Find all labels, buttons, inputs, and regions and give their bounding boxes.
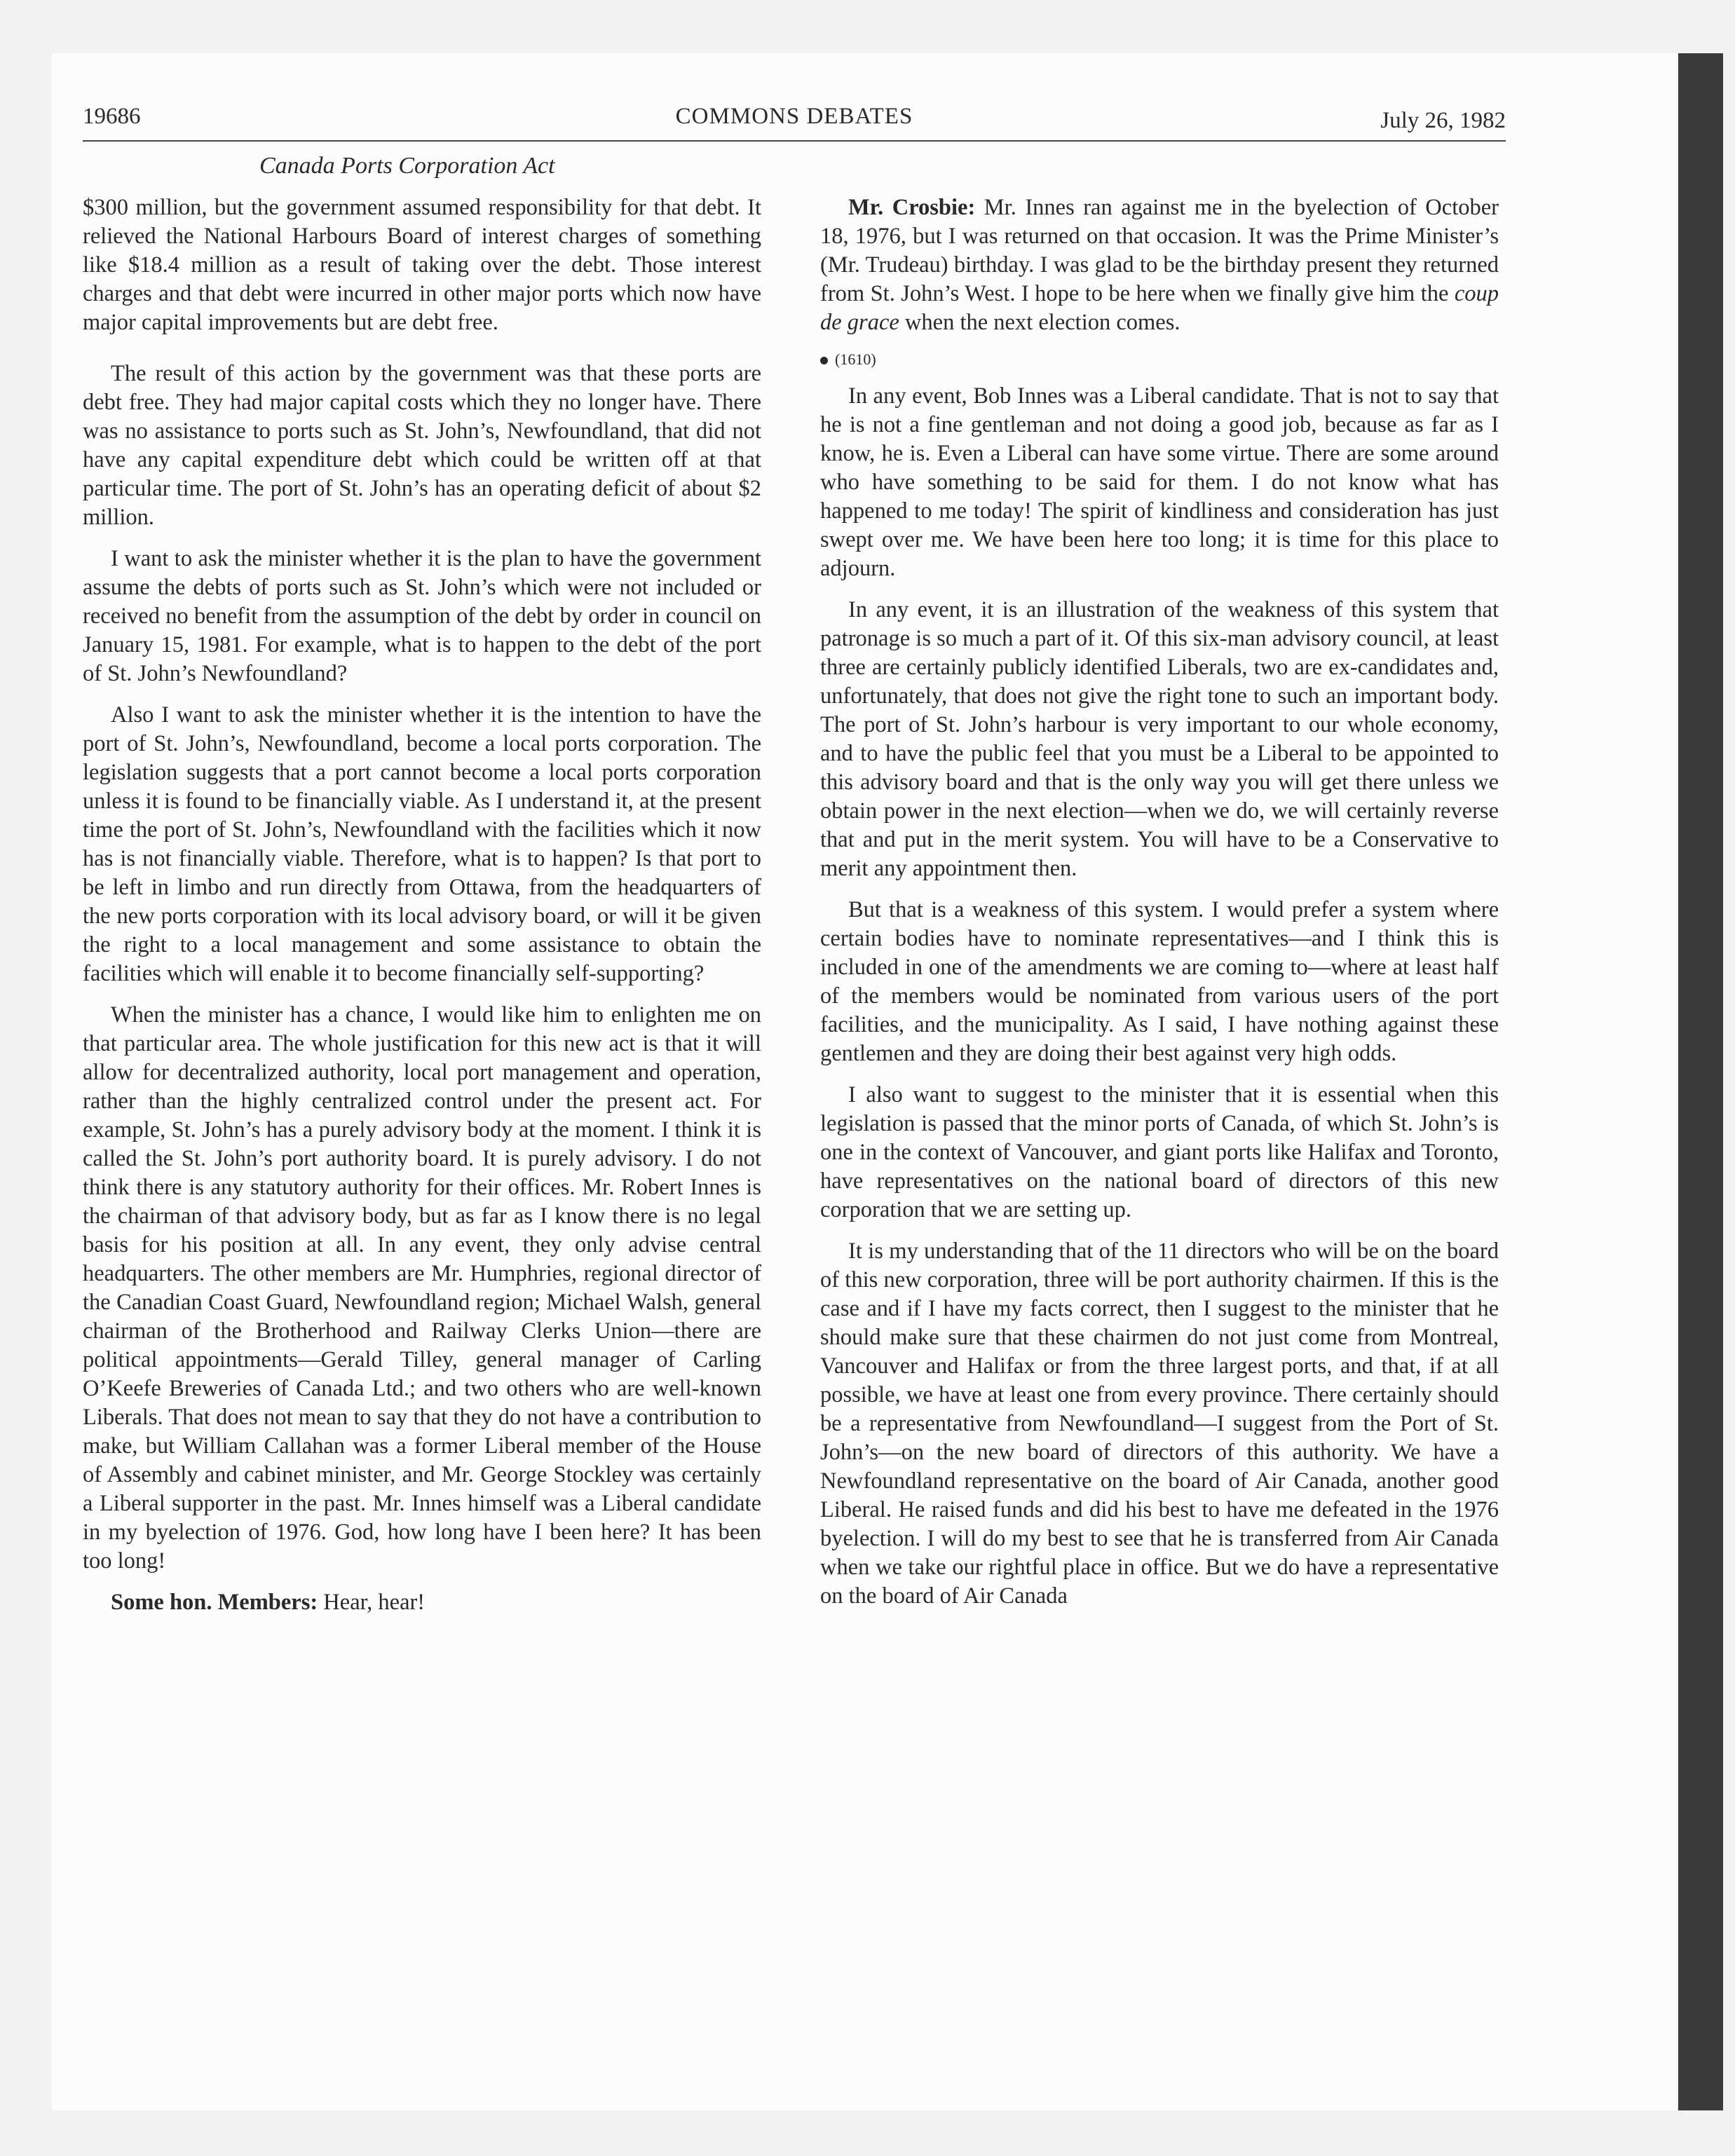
paragraph: $300 million, but the government assumed responsibility for that debt. It relieved the National Harbours Board of interest charges of something like $18.4 million as a result of taking over the debt. Those interest charges and that debt were incurred in other major ports which now have major capital improvements but are debt free.: [83, 195, 761, 335]
bullet-icon: [820, 357, 828, 364]
speaker-name: Mr. Crosbie:: [848, 195, 976, 220]
speech-italic: coup de grace: [820, 281, 1499, 335]
speaker-name: Some hon. Members:: [111, 1590, 318, 1615]
interjection-text: Hear, hear!: [318, 1590, 426, 1615]
interjection: [83, 1588, 761, 1617]
paragraph: I also want to suggest to the minister that it is essential when this legislation is passed that the minor ports of Canada, of which St. John’s is one in the context of Vancouver, and giant ports like Halifax and Toronto, have representatives on the national board of directors of this new corporation that we are setting up.: [820, 1082, 1499, 1222]
speech-text: Mr. Innes ran against me in the byelection of October 18, 1976, but I was returned on that occasion. It was the Prime Minister’s (Mr. Trudeau) birthday. I was glad to be the birthday present they returned from St. John’s West. I hope to be here when we finally give him the: [820, 195, 1499, 306]
page-header: [83, 98, 1506, 142]
paragraph: When the minister has a chance, I would like him to enlighten me on that particular area. The whole justification for this new act is that it will allow for decentralized authority, local port management and operation, rather than the highly centralized control under the present act. For example, St. John’s has a purely advisory body at the moment. I think it is called the St. John’s port authority board. It is purely advisory. I do not think there is any statutory authority for their offices. Mr. Robert Innes is the chairman of that advisory body, but as far as I know there is no legal basis for his position at all. In any event, they only advise central headquarters. The other members are Mr. Humphries, regional director of the Canadian Coast Guard, Newfoundland region; Michael Walsh, general chairman of the Brotherhood and Railway Clerks Union—there are political appointments—Gerald Tilley, general manager of Carling O’Keefe Breweries of Canada Ltd.; and two others who are well-known Liberals. That does not mean to say that they do not have a contribution to make, but William Callahan was a former Liberal member of the House of Assembly and cabinet minister, and Mr. George Stockley was certainly a Liberal supporter in the past. Mr. Innes himself was a Liberal candidate in my byelection of 1976. God, how long have I been here? It has been too long!: [83, 1002, 761, 1574]
page-number: 19686: [83, 104, 141, 129]
publication-title: COMMONS DEBATES: [675, 104, 913, 129]
speech-text-end: when the next election comes.: [899, 310, 1181, 335]
time-marker-text: (1610): [835, 350, 876, 368]
paragraph: The result of this action by the government was that these ports are debt free. They had major capital costs which they no longer have. There was no assistance to ports such as St. John’s, Newfoundland, that did not have any capital expenditure debt which could be written off at that particular time. The port of St. John’s has an operating deficit of about $2 million.: [83, 361, 761, 530]
paragraph: It is my understanding that of the 11 directors who will be on the board of this new corporation, three will be port authority chairmen. If this is the case and if I have my facts correct, then I suggest to the minister that he should make sure that these chairmen do not just come from Montreal, Vancouver and Halifax or from the three largest ports, and that, if at all possible, we have at least one from every province. There certainly should be a representative from Newfoundland—I suggest from the Port of St. John’s—on the new board of directors of this authority. We have a Newfoundland representative on the board of Air Canada, another good Liberal. He raised funds and did his best to have me defeated in the 1976 byelection. I will do my best to see that he is transferred from Air Canada when we take our rightful place in office. But we do have a representative on the board of Air Canada: [820, 1239, 1499, 1609]
paragraph: But that is a weakness of this system. I would prefer a system where certain bodies have to nominate representatives—and I think this is included in one of the amendments we are coming to—where at least half of the members would be nominated from various users of the port facilities, and the municipality. As I said, I have nothing against these gentlemen and they are doing their best against very high odds.: [820, 897, 1499, 1066]
speech-paragraph: [820, 193, 1499, 337]
page-date: July 26, 1982: [1380, 108, 1506, 133]
scan-edge-bar: [1678, 53, 1723, 2110]
paragraph: In any event, it is an illustration of the weakness of this system that patronage is so much a part of it. Of this six-man advisory council, at least three are certainly publicly identified Liberals, two are ex-candidates and, unfortunately, that does not give the right tone to such an important body. The port of St. John’s harbour is very important to our whole economy, and to have the public feel that you must be a Liberal to be appointed to this advisory board and that is the only way you will get there unless we obtain power in the next election—when we do, we will certainly reverse that and put in the merit system. You will have to be a Conservative to merit any appointment then.: [820, 597, 1499, 881]
paragraph: Also I want to ask the minister whether it is the intention to have the port of St. John’s, Newfoundland, become a local ports corporation. The legislation suggests that a port cannot become a local ports corporation unless it is found to be financially viable. As I understand it, at the present time the port of St. John’s, Newfoundland with the facilities which it now has is not financially viable. Therefore, what is to happen? Is that port to be left in limbo and run directly from Ottawa, from the headquarters of the new ports corporation with its local advisory board, or will it be given the right to a local management and some assistance to obtain the facilities which will enable it to become financially self-supporting?: [83, 702, 761, 986]
left-column: [83, 193, 761, 1630]
subject-heading: Canada Ports Corporation Act: [259, 153, 555, 179]
paragraph: In any event, Bob Innes was a Liberal candidate. That is not to say that he is not a fine gentleman and not doing a good job, because as far as I know, he is. Even a Liberal can have some virtue. There are some around who have something to be said for them. I do not know what has happened to me today! The spirit of kindliness and consideration has just swept over me. We have been here too long; it is time for this place to adjourn.: [820, 383, 1499, 581]
time-marker: [820, 350, 1499, 369]
right-column: [820, 193, 1499, 1623]
paragraph: I want to ask the minister whether it is the plan to have the government assume the debts of ports such as St. John’s which were not included or received no benefit from the assumption of the debt by order in council on January 15, 1981. For example, what is to happen to the debt of the port of St. John’s Newfoundland?: [83, 546, 761, 686]
